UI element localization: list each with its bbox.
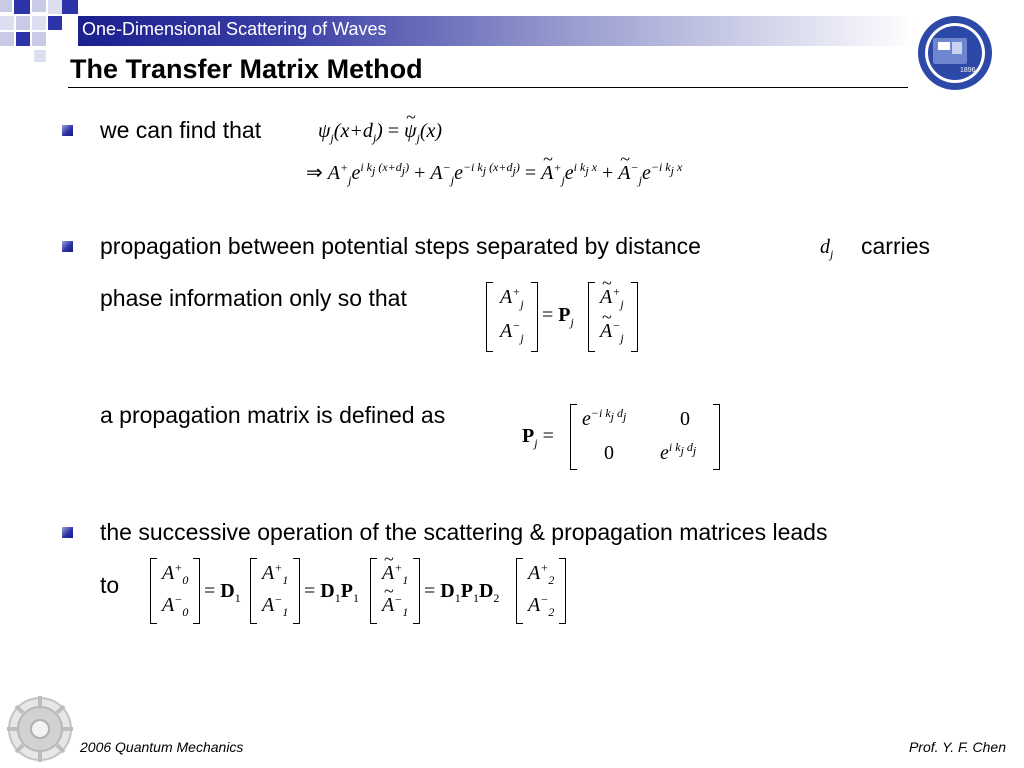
equation-amplitudes: ⇒ $A^+_je^{i k_j (x+d_j)} + A^-_je^{-i k_j (x+d_j)}$ = ~ $A^+_je^{i k_j x}$ + ~ $A^-_je^{-i k_j x}$ bbox=[306, 160, 682, 185]
symbol-dj: $d_j$ bbox=[820, 236, 834, 261]
bullet-text-1: we can find that bbox=[100, 117, 262, 143]
university-seal-icon bbox=[916, 14, 994, 92]
bullet-icon bbox=[62, 241, 73, 252]
bullet-text-2b: carries bbox=[861, 233, 931, 259]
bullet-text-4a: the successive operation of the scattering & propagation matrices leads bbox=[100, 519, 828, 545]
equation-psi: $\psi_j(x+d_j)$ = ~ $\psi_j(x)$ bbox=[318, 120, 442, 143]
bullet-icon bbox=[62, 527, 73, 538]
bullet-icon bbox=[62, 125, 73, 136]
section-topic: One-Dimensional Scattering of Waves bbox=[82, 19, 387, 39]
seal-year: 1896 bbox=[960, 67, 976, 74]
footer-course: 2006 Quantum Mechanics bbox=[80, 739, 244, 755]
bullet-text-2c: phase information only so that bbox=[100, 285, 407, 311]
bullet-text-2a: propagation between potential steps separated by distance bbox=[100, 233, 701, 259]
slide-title: The Transfer Matrix Method bbox=[70, 54, 423, 84]
footer-author: Prof. Y. F. Chen bbox=[908, 739, 1006, 755]
gear-logo-icon bbox=[4, 694, 76, 764]
title-divider bbox=[68, 87, 908, 88]
bullet-text-4b: to bbox=[100, 572, 120, 598]
bullet-text-3: a propagation matrix is defined as bbox=[100, 402, 446, 428]
